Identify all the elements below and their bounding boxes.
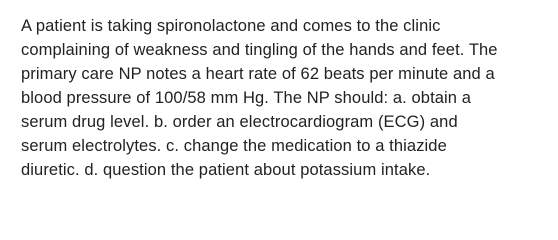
question-line: complaining of weakness and tingling of the hands and feet. The: [21, 41, 498, 59]
question-line: diuretic. d. question the patient about potassium intake.: [21, 161, 431, 179]
question-line: A patient is taking spironolactone and comes to the clinic: [21, 17, 441, 35]
question-line: serum electrolytes. c. change the medication to a thiazide: [21, 137, 447, 155]
question-line: blood pressure of 100/58 mm Hg. The NP should: a. obtain a: [21, 89, 472, 107]
question-text: [21, 14, 551, 182]
question-line: serum drug level. b. order an electrocardiogram (ECG) and: [21, 113, 458, 131]
question-line: primary care NP notes a heart rate of 62 beats per minute and a: [21, 65, 495, 83]
